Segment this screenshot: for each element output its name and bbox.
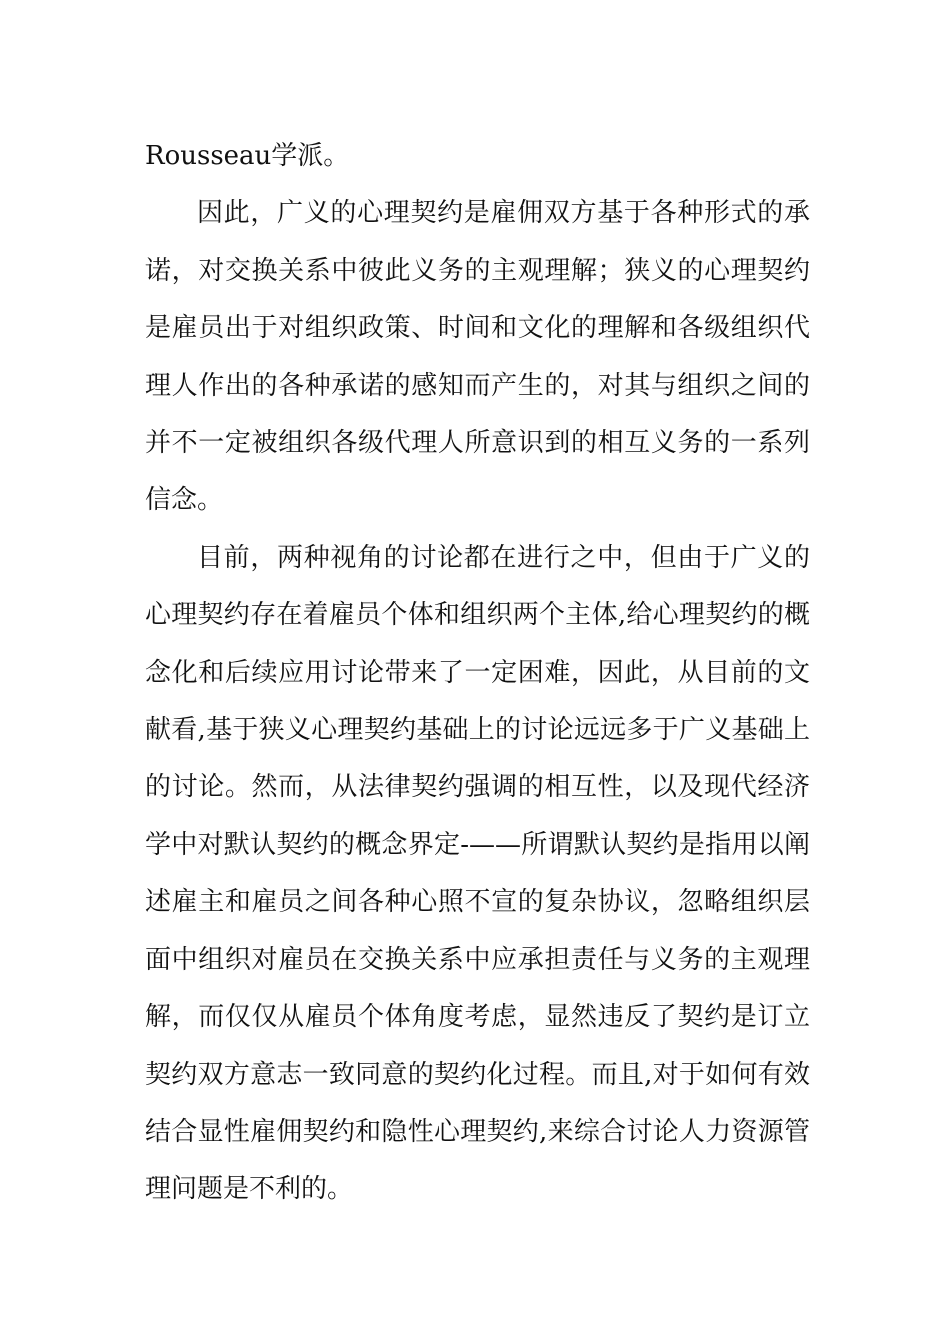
document-body xyxy=(145,128,810,1219)
paragraph-continuation: Rousseau学派。 xyxy=(145,141,350,171)
paragraph-discussion: 目前，两种视角的讨论都在进行之中，但由于广义的心理契约存在着雇员个体和组织两个主体,给心理契约的概念化和后续应用讨论带来了一定困难，因此，从目前的文献看,基于狭义心理契约基础上的讨论远远多于广义基础上的讨论。然而，从法律契约强调的相互性，以及现代经济学中对默认契约的概念界定-——所谓默认契约是指用以阐述雇主和雇员之间各种心照不宣的复杂协议，忽略组织层面中组织对雇员在交换关系中应承担责任与义务的主观理解，而仅仅从雇员个体角度考虑，显然违反了契约是订立契约双方意志一致同意的契约化过程。而且,对于如何有效结合显性雇佣契约和隐性心理契约,来综合讨论人力资源管理问题是不利的。 xyxy=(145,542,810,1205)
paragraph-definition: 因此，广义的心理契约是雇佣双方基于各种形式的承诺，对交换关系中彼此义务的主观理解；狭义的心理契约是雇员出于对组织政策、时间和文化的理解和各级组织代理人作出的各种承诺的感知而产生的，对其与组织之间的并不一定被组织各级代理人所意识到的相互义务的一系列信念。 xyxy=(145,198,810,516)
